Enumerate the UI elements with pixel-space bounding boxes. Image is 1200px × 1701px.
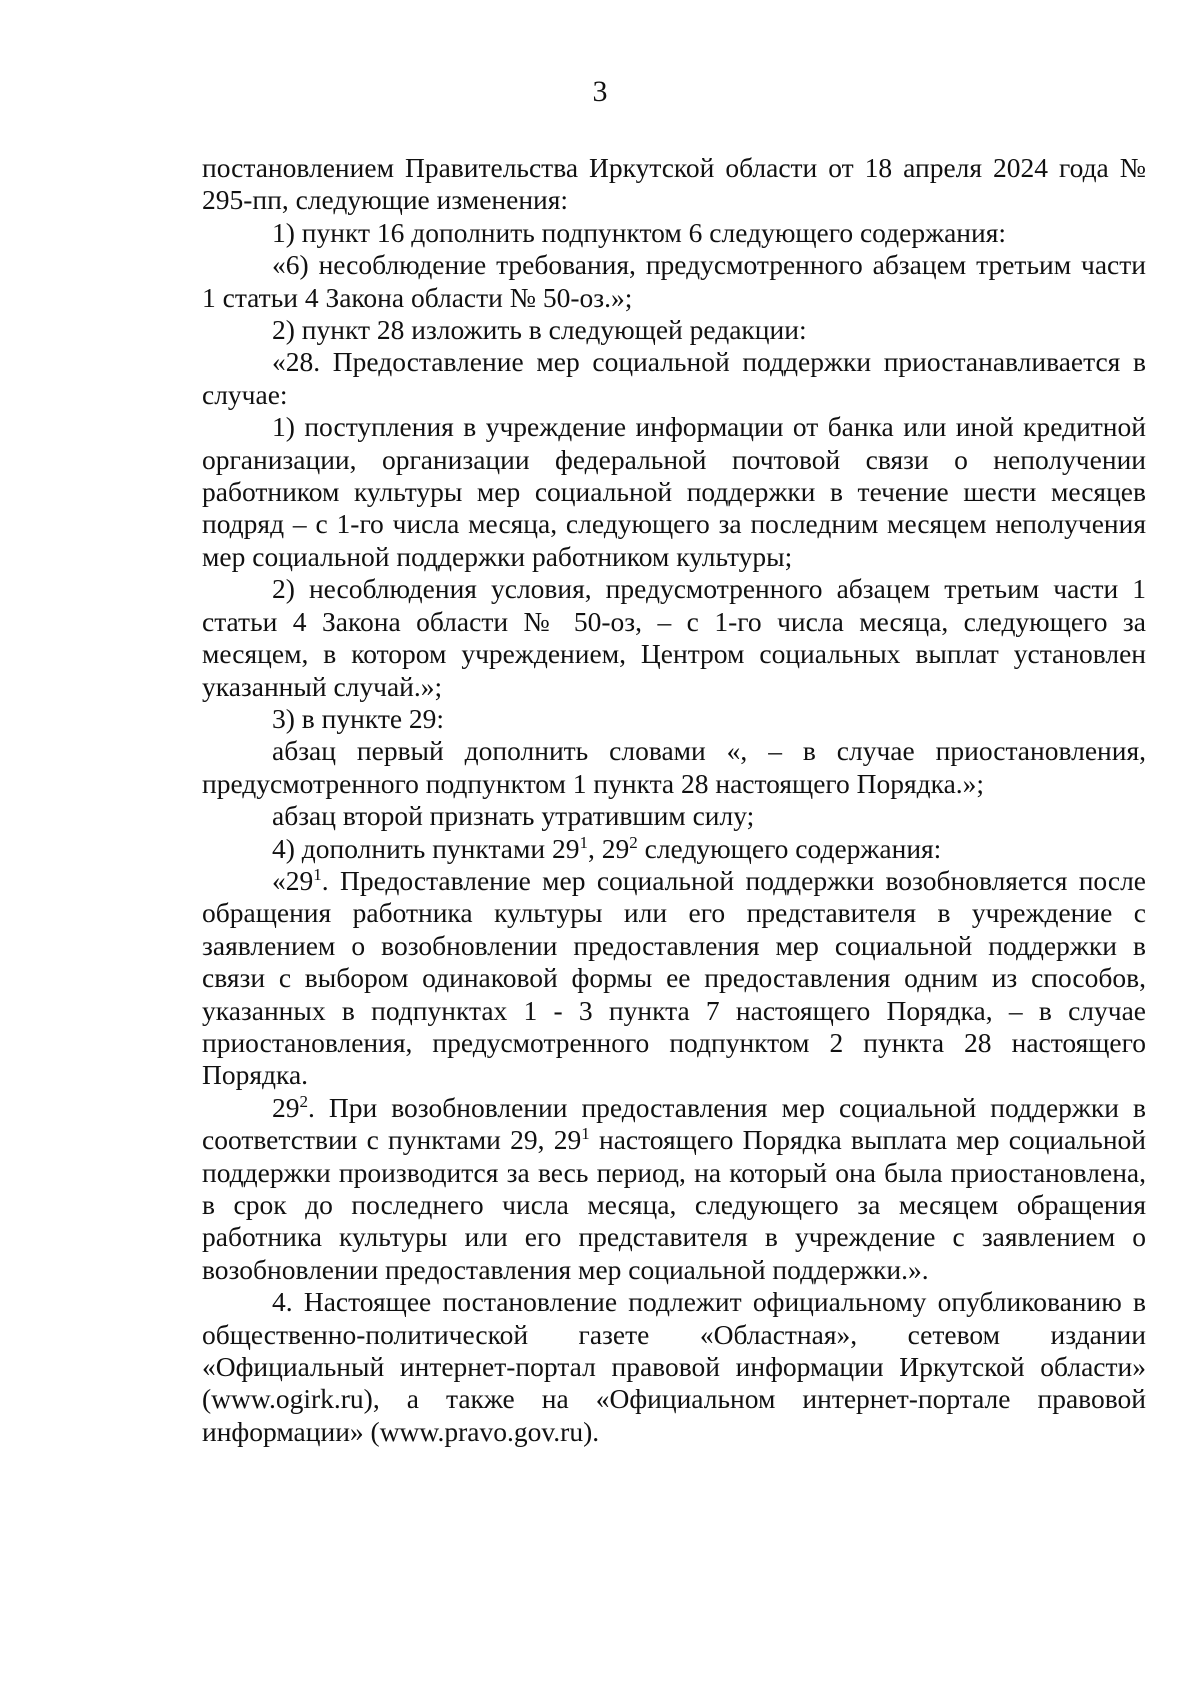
paragraph: 2) пункт 28 изложить в следующей редакции: xyxy=(272,314,807,346)
page-number: 3 xyxy=(592,75,608,108)
paragraph: абзац первый дополнить словами «, – в случае приостановления, предусмотренного подпунктом 1 пункта 28 настоящего Порядка.»; xyxy=(202,735,1146,799)
paragraph: 3) в пункте 29: xyxy=(272,702,445,734)
paragraph xyxy=(202,865,1146,1092)
text-segment: следующего содержания: xyxy=(637,832,942,864)
superscript: 1 xyxy=(581,1124,590,1144)
paragraph: 2) несоблюдения условия, предусмотренного абзацем третьим части 1 статьи 4 Закона области № 50-оз, – с 1-го числа месяца, следующего за месяцем, в котором учреждением, Центром социальных выплат установлен указанный случай.»; xyxy=(202,573,1146,702)
text-segment: 4) дополнить пунктами 29 xyxy=(272,832,580,864)
superscript: 2 xyxy=(629,832,638,852)
paragraph: 1) поступления в учреждение информации от банка или иной кредитной организации, организации федеральной почтовой связи о неполучении работником культуры мер социальной поддержки в течение шести месяцев подряд – с 1-го числа месяца, следующего за последним месяцем неполучения мер социальной поддержки работником культуры; xyxy=(202,411,1146,572)
superscript: 2 xyxy=(299,1091,309,1111)
paragraph: «6) несоблюдение требования, предусмотренного абзацем третьим части 1 статьи 4 Закона области № 50-оз.»; xyxy=(202,249,1146,313)
paragraph xyxy=(202,1092,1146,1286)
document-body xyxy=(202,152,1146,1448)
text-segment: «29 xyxy=(272,864,314,896)
paragraph: 1) пункт 16 дополнить подпунктом 6 следующего содержания: xyxy=(272,216,1007,248)
text-segment: настоящего Порядка выплата мер социальной поддержки производится за весь период, на который она была приостановлена, в срок до последнего числа месяца, следующего за месяцем обращения работника культуры или его представителя в учреждение с заявлением о возобновлении предоставления мер социальной поддержки.». xyxy=(202,1124,1147,1285)
paragraph xyxy=(202,833,1146,865)
superscript: 1 xyxy=(313,864,322,884)
superscript: 1 xyxy=(579,832,588,852)
paragraph: «28. Предоставление мер социальной поддержки приостанавливается в случае: xyxy=(202,346,1146,410)
text-segment: . При возобновлении предоставления мер социальной поддержки в соответствии с пунктами 29, 29 xyxy=(202,1091,1146,1156)
paragraph: постановлением Правительства Иркутской области от 18 апреля 2024 года № 295-пп, следующие изменения: xyxy=(202,152,1146,216)
paragraph: 4. Настоящее постановление подлежит официальному опубликованию в общественно-политической газете «Областная», сетевом издании «Официальный интернет-портал правовой информации Иркутской области» (www.ogirk.ru), а также на «Официальном интернет-портале правовой информации» (www.pravo.gov.ru). xyxy=(202,1286,1146,1447)
text-segment: 29 xyxy=(272,1091,300,1123)
paragraph: абзац второй признать утратившим силу; xyxy=(272,800,755,832)
text-segment: , 29 xyxy=(587,832,630,864)
text-segment: . Предоставление мер социальной поддержки возобновляется после обращения работника культуры или его представителя в учреждение с заявлением о возобновлении предоставления мер социальной поддержки в связи с выбором одинаковой формы ее предоставления одним из способов, указанных в подпунктах 1 - 3 пункта 7 настоящего Порядка, – в случае приостановления, предусмотренного подпунктом 2 пункта 28 настоящего Порядка. xyxy=(202,864,1146,1091)
